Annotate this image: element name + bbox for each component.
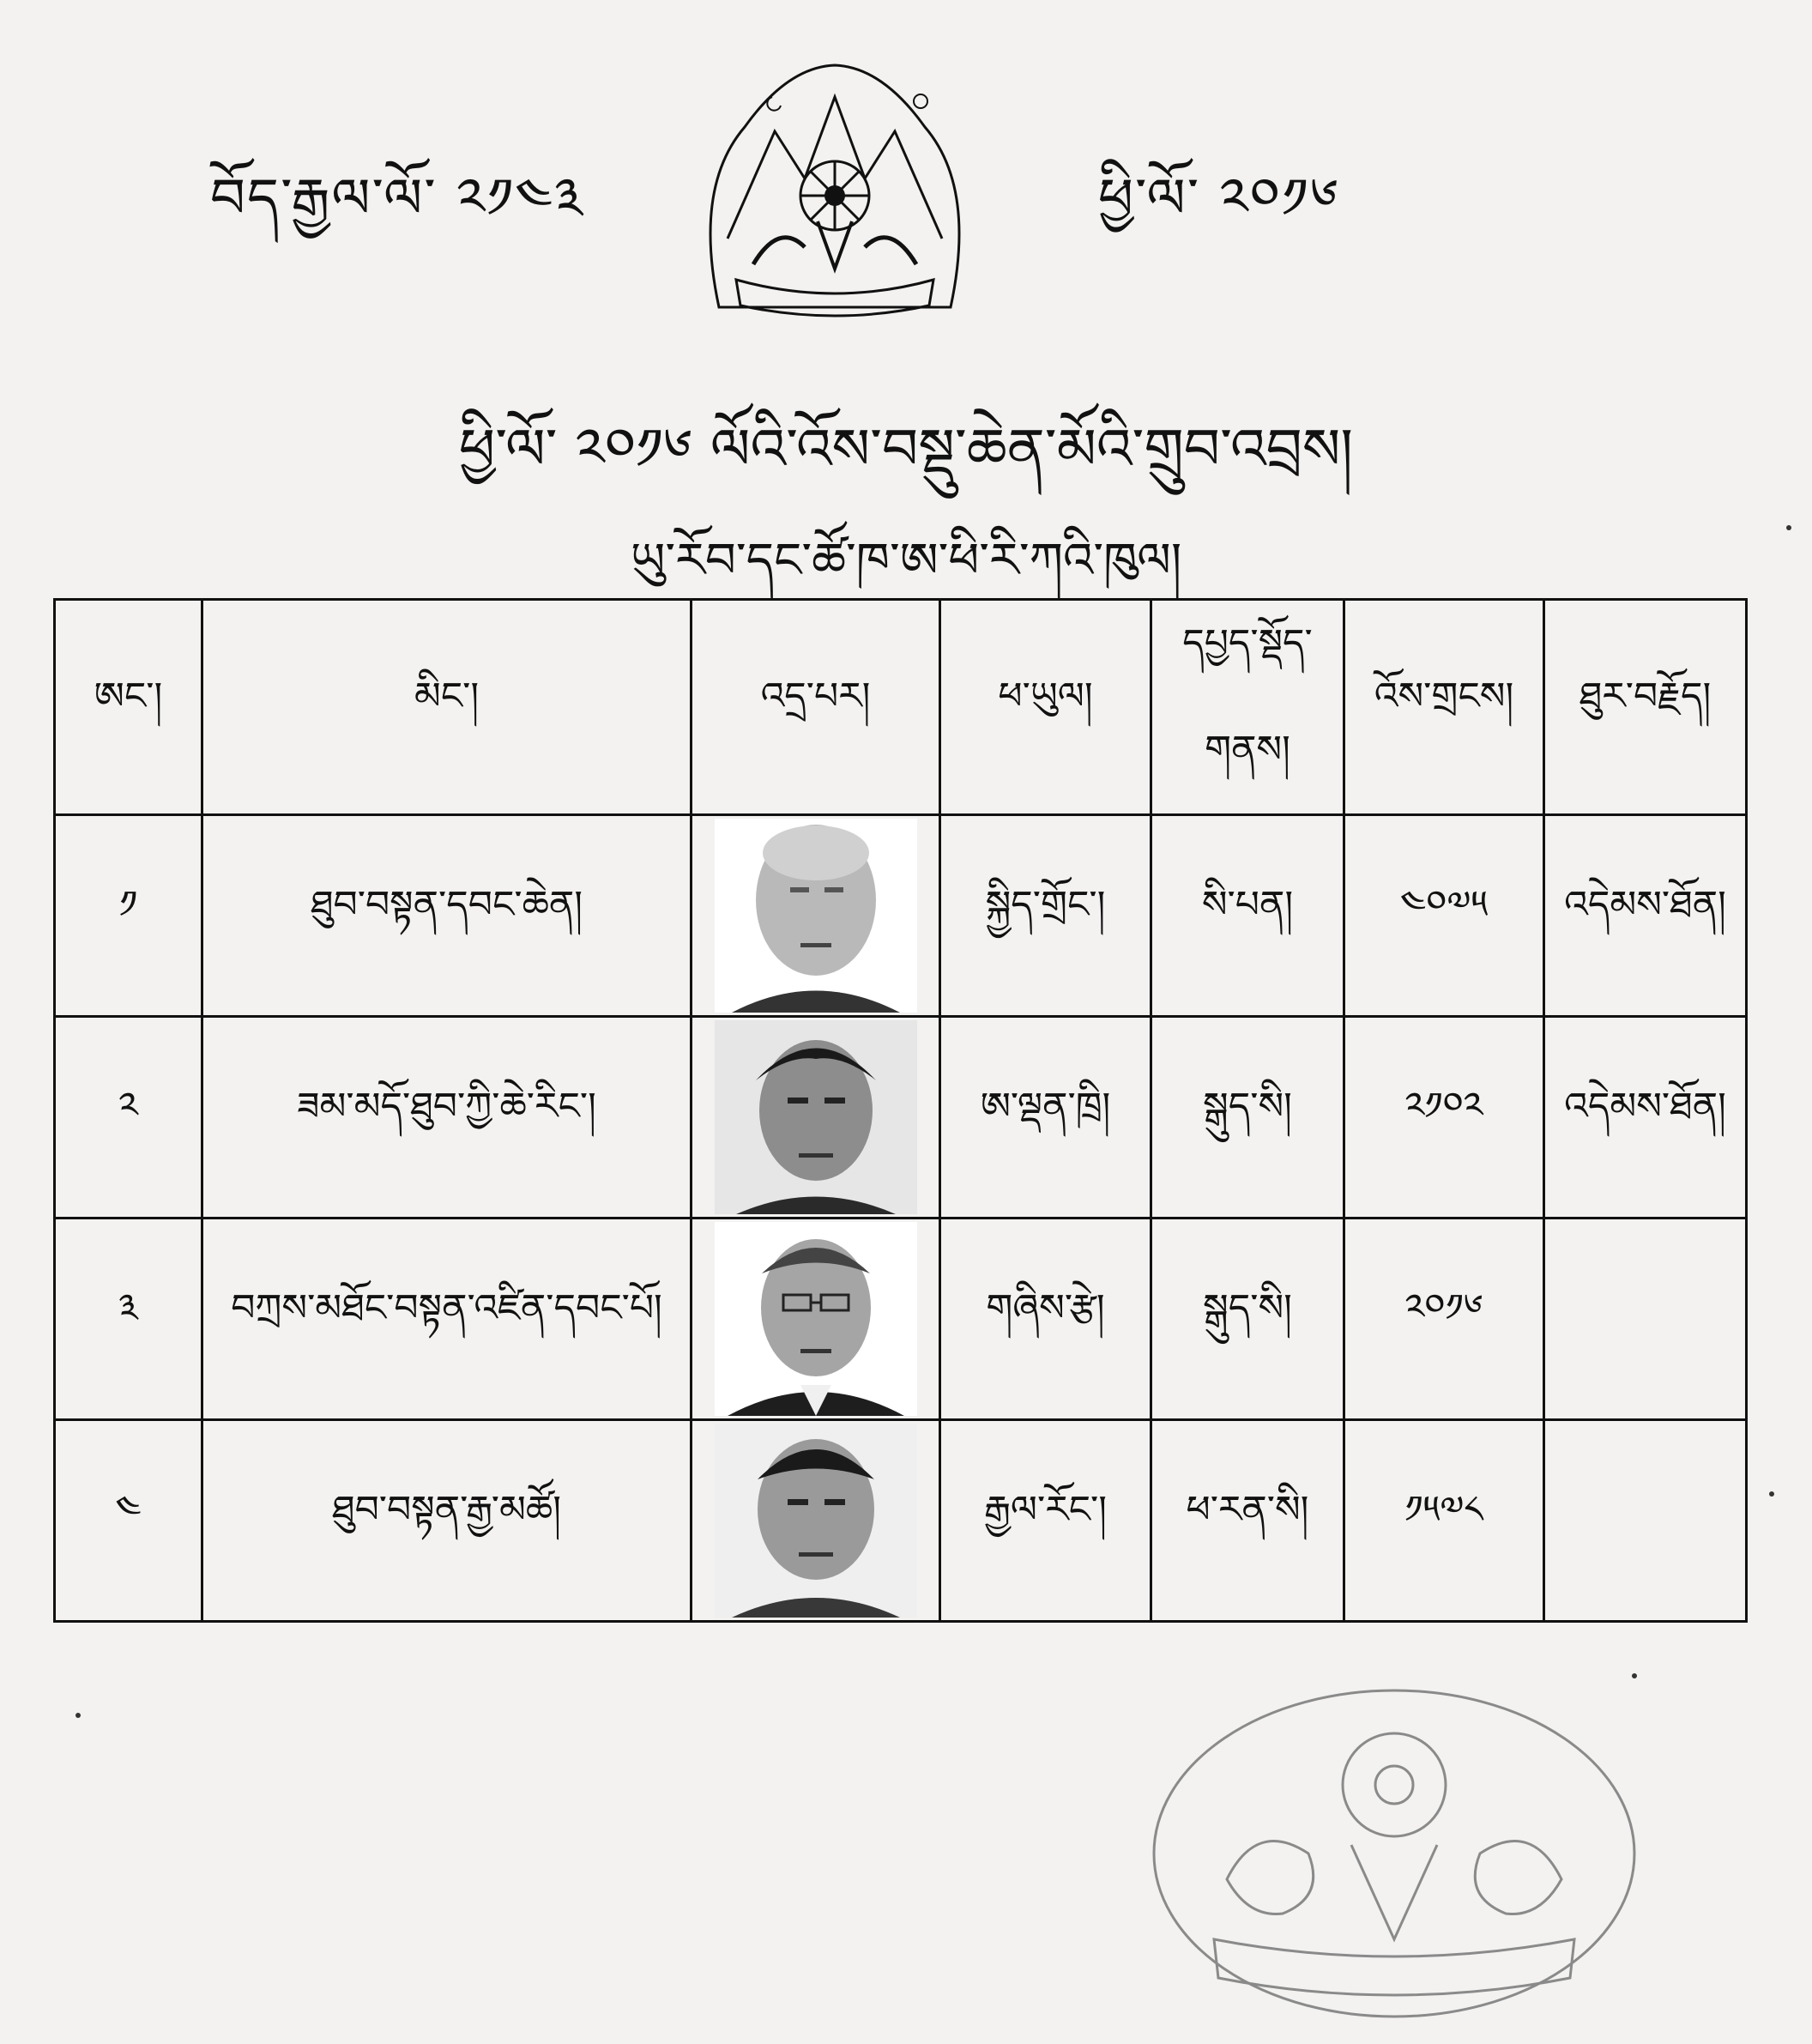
candidate-votes: ༡༥༧༨ — [1344, 1420, 1544, 1622]
candidate-photo — [715, 819, 917, 1013]
page-subtitle: ཡུ་རོབ་དང་ཚོ་ཁ་ཨ་ཕི་རི་ཀའི་ཁུལ། — [630, 533, 1182, 589]
row-number: ༢ — [55, 1017, 202, 1219]
candidate-photo — [715, 1020, 917, 1214]
emblem-icon — [693, 50, 976, 333]
candidate-name: ཐུབ་བསྟན་དབང་ཆེན། — [202, 815, 692, 1017]
header-homeland: ཕ་ཡུལ། — [940, 600, 1151, 815]
western-year-label: ཕྱི་ལོ་ ༢༠༡༦ — [1098, 167, 1340, 231]
candidate-homeland: རྒྱལ་རོང་། — [940, 1420, 1151, 1622]
table-row — [55, 1420, 1747, 1622]
candidate-name: ཟམ་མདོ་ཐུབ་ཀྱི་ཆེ་རིང་། — [202, 1017, 692, 1219]
candidate-status — [1544, 1420, 1747, 1622]
candidate-residence: སྒུད་སི། — [1151, 1017, 1344, 1219]
row-number: ༡ — [55, 815, 202, 1017]
candidate-residence: སྒུད་སི། — [1151, 1219, 1344, 1420]
candidate-homeland: ཨ་ལྡན་ཁྲི། — [940, 1017, 1151, 1219]
speck — [76, 1713, 81, 1718]
official-seal-stamp — [1145, 1682, 1643, 2025]
header-name: མིང་། — [202, 600, 692, 815]
table-row — [55, 1017, 1747, 1219]
candidate-status: འདེམས་ཐོན། — [1544, 815, 1747, 1017]
row-number: ༣ — [55, 1219, 202, 1420]
candidate-name: ཐུབ་བསྟན་རྒྱ་མཚོ། — [202, 1420, 692, 1622]
speck — [1632, 1673, 1637, 1678]
candidate-votes: ༤༠༧༥ — [1344, 815, 1544, 1017]
candidate-votes: ༢༠༡༦ — [1344, 1219, 1544, 1420]
candidate-residence: སི་པན། — [1151, 815, 1344, 1017]
candidate-homeland: གཞིས་རྩེ། — [940, 1219, 1151, 1420]
table-row — [55, 815, 1747, 1017]
candidate-homeland: སྐྱིད་གྲོང་། — [940, 815, 1151, 1017]
page-title: ཕྱི་ལོ་ ༢༠༡༦ ལོའི་འོས་བསྡུ་ཆེན་མོའི་གྲུབ་འབྲས། — [458, 416, 1354, 482]
header-number: ཨང་། — [55, 600, 202, 815]
row-number: ༤ — [55, 1420, 202, 1622]
candidate-status — [1544, 1219, 1747, 1420]
header-status: ཐུར་བརྗོད། — [1544, 600, 1747, 815]
table-row — [55, 1219, 1747, 1420]
candidate-residence: ཕ་རན་སི། — [1151, 1420, 1344, 1622]
candidate-name: བཀྲས་མཐོང་བསྟན་འཛིན་དབང་པོ། — [202, 1219, 692, 1420]
header-residence: དཔྱད་སྡོད་གནས། — [1151, 600, 1344, 815]
table-header-row — [55, 600, 1747, 815]
candidate-status: འདེམས་ཐོན། — [1544, 1017, 1747, 1219]
header-photo: འདྲ་པར། — [692, 600, 940, 815]
tibetan-year-label: བོད་རྒྱལ་ལོ་ ༢༡༤༣ — [210, 167, 585, 231]
speck — [1769, 1491, 1774, 1497]
candidate-photo — [715, 1222, 917, 1416]
candidate-photo — [715, 1424, 917, 1618]
candidate-votes: ༢༡༠༢ — [1344, 1017, 1544, 1219]
speck — [1786, 525, 1791, 530]
results-table — [53, 598, 1748, 1623]
header-votes: འོས་གྲངས། — [1344, 600, 1544, 815]
